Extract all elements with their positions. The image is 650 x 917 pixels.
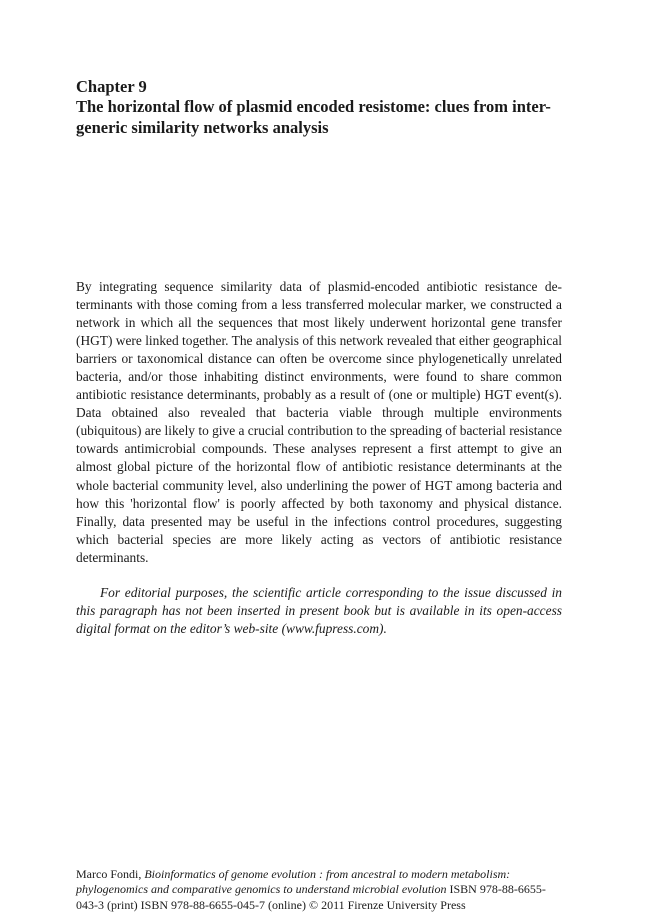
- editorial-note: [76, 584, 562, 638]
- chapter-title: [76, 97, 576, 138]
- page-footer: [76, 867, 566, 913]
- editorial-note-paragraph: For editorial purposes, the scientific article corresponding to the issue discussed in this paragraph has not been inserted in present book but is available in its open-access digital format on the editor’s web-site (www.fupress.com).: [76, 585, 562, 637]
- chapter-title-line-2: generic similarity networks analysis: [76, 117, 329, 137]
- footer-author: Marco Fondi,: [76, 867, 145, 881]
- footer-publication-info: ISBN 978-88-6655-043-3 (print) ISBN 978-88-6655-045-7 (online) © 2011 Firenze University Press: [76, 882, 546, 912]
- footer-book-title: Bioinformatics of genome evolution : from ancestral to modern metabolism: phylogenomics and comparative genomics to understand microbial evolution: [76, 867, 511, 897]
- abstract: [76, 278, 562, 567]
- abstract-paragraph: By integrating sequence similarity data of plasmid-encoded antibiotic resistance determinants with those coming from a less transferred molecular marker, we constructed a network in which all the sequences that most likely underwent horizontal gene transfer (HGT) were linked together. The analysis of this network revealed that either geographical barriers or taxonomical distance can often be overcome since phylogenetically unrelated bacteria, and/or those inhabiting distinct environments, were found to share common antibiotic resistance determinants, probably as a result of (one or multiple) HGT event(s). Data obtained also revealed that bacteria viable through multiple environments (ubiquitous) are likely to give a crucial contribution to the spreading of bacterial resistance towards antimicrobial compounds. These analyses represent a first attempt to give an almost global picture of the horizontal flow of antibiotic resistance determinants at the whole bacterial community level, also underlining the power of HGT among bacteria and how this 'horizontal flow' is poorly affected by both taxonomy and physical distance. Finally, data presented may be useful in the infections control procedures, suggesting which bacterial species are more likely acting as vectors of antibiotic resistance determinants.: [76, 279, 562, 565]
- chapter-title-line-1: The horizontal flow of plasmid encoded resistome: clues from inter-: [76, 97, 551, 116]
- chapter-label: Chapter 9: [76, 77, 147, 96]
